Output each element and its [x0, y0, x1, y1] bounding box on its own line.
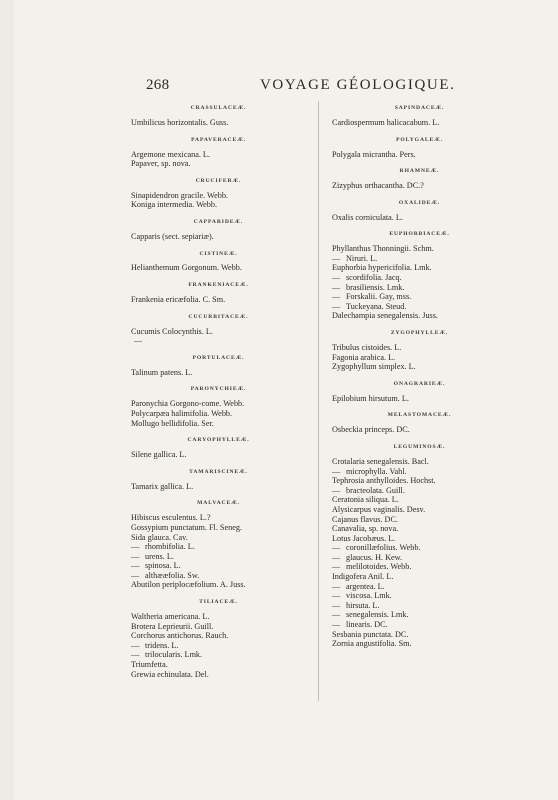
species-entry: Polycarpæa halimifolia. Webb. [131, 408, 233, 418]
column-divider [318, 101, 319, 701]
family-heading: SAPINDACEÆ. [394, 105, 445, 111]
species-entry: Cardiospermum halicacabum. L. [332, 117, 440, 127]
page-number: 268 [146, 77, 170, 93]
species-entry: Paronychia Gorgono-come. Webb. [131, 399, 245, 409]
right-column [332, 104, 507, 649]
species-entry: Grewia echinulata. Del. [131, 669, 209, 679]
species-entry: Talinum patens. L. [131, 367, 193, 377]
family-heading: PARONYCHIEÆ. [190, 386, 247, 393]
species-entry: Silene gallica. L. [131, 450, 187, 460]
species-entry: Tamarix gallica. L. [131, 481, 194, 491]
family-heading: TAMARISCINEÆ. [189, 468, 248, 475]
species-entry: — hirsuta. L. [332, 600, 380, 610]
family-heading: CISTINEÆ. [199, 250, 238, 257]
species-entry: Waltheria americana. L. [131, 612, 210, 622]
family-heading: PAPAVERACEÆ. [191, 136, 246, 143]
family-heading: TILIACEÆ. [199, 599, 238, 606]
species-entry: Fagonia arabica. L. [332, 352, 396, 362]
family-heading: CAPPARIDEÆ. [193, 218, 244, 225]
species-entry: Oxalis corniculata. L. [332, 212, 403, 222]
species-entry: Polygala micrantha. Pers. [332, 149, 416, 159]
species-entry: — melilotoides. Webb. [332, 562, 412, 572]
species-entry: Phyllanthus Thonningii. Schm. [332, 244, 434, 254]
species-entry: Corchorus antichorus. Rauch. [131, 631, 229, 641]
species-entry: — urens. L. [131, 551, 174, 561]
family-heading: RHAMNEÆ. [399, 168, 440, 175]
species-entry: — rhombifolia. L. [131, 542, 195, 552]
family-heading: CUCURBITACEÆ. [188, 313, 249, 320]
species-entry: — linearis. DC. [332, 620, 388, 630]
species-entry: Epilobium hirsutum. L. [332, 393, 409, 403]
species-entry: Helianthemum Gorgonum. Webb. [131, 263, 242, 273]
species-entry: — argentea. L. [332, 581, 385, 591]
species-entry: — Tuckeyana. Steud. [332, 301, 407, 311]
species-entry: — microphylla. Vahl. [332, 466, 407, 476]
species-entry: — coronillæfolius. Webb. [332, 543, 421, 553]
species-entry: — scordifolia. Jacq. [332, 273, 402, 283]
family-heading: CRASSULACEÆ. [190, 105, 247, 111]
species-entry: — glaucus. H. Kew. [332, 552, 403, 562]
species-entry: Triumfetta. [131, 660, 168, 670]
family-heading: ZYGOPHYLLEÆ. [390, 330, 449, 337]
family-heading: POLYGALEÆ. [396, 136, 443, 143]
species-entry: Crotalaria senegalensis. Bacl. [332, 456, 429, 466]
species-entry: — viscosa. Lmk. [332, 591, 392, 601]
species-entry: Cajanus flavus. DC. [332, 514, 398, 524]
species-entry: Gossypium punctatum. Fl. Seneg. [131, 522, 242, 532]
species-entry: Alysicarpus vaginalis. Desv. [332, 504, 426, 514]
species-entry: Frankenia ericæfolia. C. Sm. [131, 295, 226, 305]
family-heading: FRANKENIACEÆ. [188, 282, 249, 289]
species-entry: — spinosa. L. [131, 561, 181, 571]
left-column [131, 104, 306, 679]
species-entry: — trilocularis. Lmk. [131, 650, 203, 660]
species-entry: — [134, 336, 143, 346]
species-entry: Capparis (sect. sepiariæ). [131, 231, 214, 241]
family-heading: CRUCIFERÆ. [195, 177, 242, 184]
species-entry: Tribulus cistoides. L. [332, 343, 402, 353]
species-entry: Canavalia, sp. nova. [332, 524, 399, 534]
book-page [14, 0, 558, 800]
species-entry: Lotus Jacobæus. L. [332, 533, 396, 543]
species-entry: — althææfolia. Sw. [131, 570, 200, 580]
species-entry: — Forskalii. Gay, mss. [332, 292, 412, 302]
species-entry: — senegalensis. Lmk. [332, 610, 409, 620]
family-heading: EUPHORBIACEÆ. [389, 231, 450, 238]
family-heading: MELASTOMACEÆ. [387, 412, 452, 419]
family-heading: MALVACEÆ. [197, 500, 240, 507]
species-entry: Ceratonia siliqua. L. [332, 495, 399, 505]
species-entry: Umbilicus horizontalis. Guss. [131, 117, 229, 127]
species-entry: — brasiliensis. Lmk. [332, 282, 405, 292]
species-entry: Zornia angustifolia. Sm. [332, 639, 412, 649]
species-entry: Papaver, sp. nova. [131, 159, 191, 169]
species-entry: Zygophyllum simplex. L. [332, 362, 416, 372]
species-entry: Osbeckia princeps. DC. [332, 425, 410, 435]
species-entry: — Niruri. L. [332, 253, 378, 263]
species-entry: Tephrosia anthylloides. Hochst. [332, 476, 436, 486]
family-heading: PORTULACEÆ. [192, 354, 245, 361]
species-entry: Brotera Leprieurii. Guill. [131, 621, 214, 631]
family-heading: LEGUMINOSÆ. [393, 443, 446, 450]
species-entry: Cucumis Colocynthis. L. [131, 326, 213, 336]
running-title: VOYAGE GÉOLOGIQUE. [260, 77, 456, 93]
family-heading: CARYOPHYLLEÆ. [187, 437, 250, 444]
species-entry: Argemone mexicana. L. [131, 149, 210, 159]
species-entry: Hibiscus esculentus. L.? [131, 513, 211, 523]
species-entry: — bracteolata. Guill. [332, 485, 405, 495]
species-entry: Euphorbia hypericifolia. Lmk. [332, 263, 432, 273]
running-header [146, 77, 526, 99]
species-entry: Koniga intermedia. Webb. [131, 200, 218, 210]
species-entry: Sinapidendron gracile. Webb. [131, 190, 228, 200]
species-entry: Zizyphus orthacantha. DC.? [332, 181, 424, 191]
species-entry: Mollugo bellidifolia. Ser. [131, 418, 214, 428]
species-entry: Abutilon periplocæfolium. A. Juss. [131, 580, 246, 590]
family-heading: OXALIDEÆ. [398, 199, 441, 206]
species-entry: Sesbania punctata. DC. [332, 629, 409, 639]
species-entry: Indigofera Anil. L. [332, 572, 394, 582]
family-heading: ONAGRARIEÆ. [393, 380, 446, 387]
species-entry: Sida glauca. Cav. [131, 532, 188, 542]
species-entry: Dalechampia senegalensis. Juss. [332, 311, 438, 321]
species-entry: — tridens. L. [131, 640, 179, 650]
